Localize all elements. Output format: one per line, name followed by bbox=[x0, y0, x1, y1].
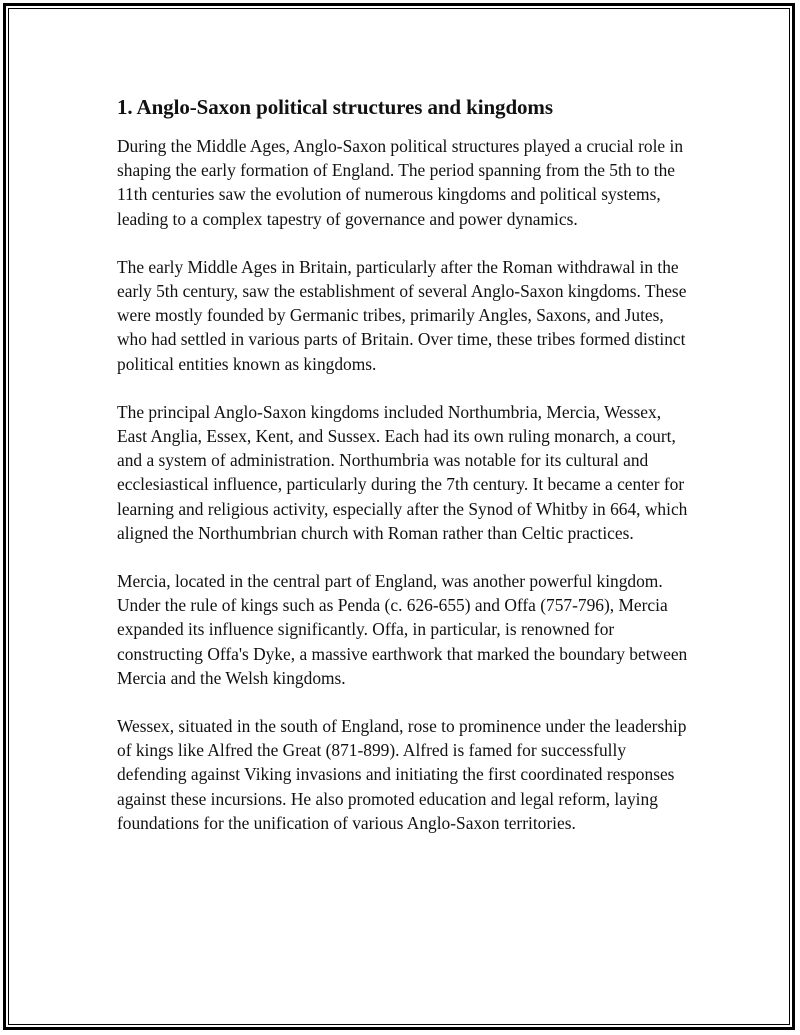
paragraph-intro: During the Middle Ages, Anglo-Saxon political structures played a crucial role in shaping the early formation of England. The period spanning from the 5th to the 11th centuries saw the evolution of numerous kingdoms and political systems, leading to a complex tapestry of governance and power dynamics. bbox=[117, 136, 684, 229]
paragraph-early-middle-ages: The early Middle Ages in Britain, particularly after the Roman withdrawal in the early 5th century, saw the establishment of several Anglo-Saxon kingdoms. These were mostly founded by Germanic tribes, primarily Angles, Saxons, and Jutes, who had settled in various parts of Britain. Over time, these tribes formed distinct political entities known as kingdoms. bbox=[117, 256, 687, 374]
document-body bbox=[117, 94, 692, 859]
paragraph-principal-kingdoms: The principal Anglo-Saxon kingdoms included Northumbria, Mercia, Wessex, East Anglia, Essex, Kent, and Sussex. Each had its own ruling monarch, a court, and a system of administration. Northumbria was notable for its cultural and ecclesiastical influence, particularly during the 7th century. It became a center for learning and religious activity, especially after the Synod of Whitby in 664, which aligned the Northumbrian church with Roman rather than Celtic practices. bbox=[117, 401, 688, 543]
paragraph-mercia: Mercia, located in the central part of England, was another powerful kingdom. Under the rule of kings such as Penda (c. 626-655) and Offa (757-796), Mercia expanded its influence significantly. Offa, in particular, is renowned for constructing Offa's Dyke, a massive earthwork that marked the boundary between Mercia and the Welsh kingdoms. bbox=[117, 571, 688, 688]
paragraph-wessex: Wessex, situated in the south of England, rose to prominence under the leadership of kings like Alfred the Great (871-899). Alfred is famed for successfully defending against Viking invasions and initiating the first coordinated responses against these incursions. He also promoted education and legal reform, laying foundations for the unification of various Anglo-Saxon territories. bbox=[117, 716, 687, 833]
section-heading: 1. Anglo-Saxon political structures and kingdoms bbox=[117, 95, 553, 119]
